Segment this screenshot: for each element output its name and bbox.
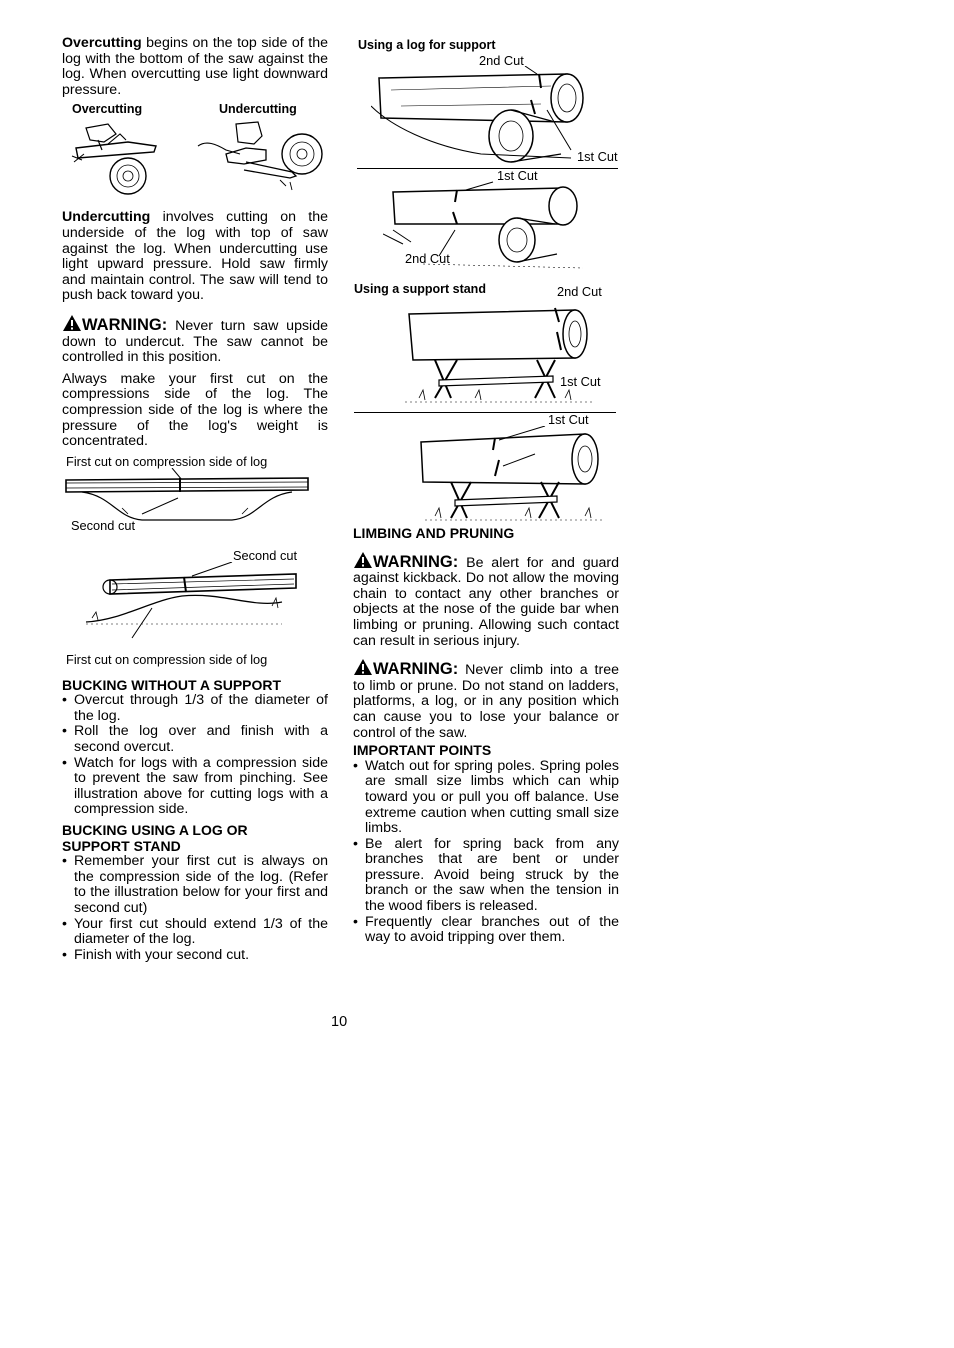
overcutting-term: Overcutting	[62, 35, 142, 51]
warning-label: WARNING:	[82, 315, 168, 334]
list-item: • Watch out for spring poles. Spring poles are small size limbs which can whip toward you or pull you off balance. Use extreme caution when cutting small size limbs.	[353, 759, 619, 837]
fig1-top-label: First cut on compression side of log	[66, 453, 268, 469]
warning-label: WARNING:	[373, 552, 459, 571]
fig2-bottom-label: First cut on compression side of log	[66, 651, 268, 667]
bucking-without-support-list	[62, 693, 328, 818]
stand-support-label: Using a support stand	[354, 282, 486, 296]
cut-label-1st: 1st Cut	[560, 374, 601, 389]
warning-kickback	[353, 551, 619, 650]
limbing-heading: LIMBING AND PRUNING	[353, 525, 515, 541]
list-item: • Finish with your second cut.	[62, 948, 328, 964]
warning-text: Be alert for and guard against kickback. Do not allow the moving chain to contact any other branches or objects at the nose of the guide bar when limbing or pruning. Allowing such contact can result in serious injury.	[353, 554, 619, 649]
list-item: • Roll the log over and finish with a second overcut.	[62, 724, 328, 755]
fig1-bottom-label: Second cut	[71, 517, 136, 533]
cut-label-1st: 1st Cut	[548, 412, 589, 427]
cut-label-2nd: 2nd Cut	[479, 53, 524, 68]
warning-climb	[353, 658, 619, 741]
overcutting-figure-label: Overcutting	[72, 102, 143, 117]
overcutting-paragraph	[62, 36, 328, 98]
fig2-top-label: Second cut	[233, 547, 298, 563]
warning-upside-down	[62, 314, 328, 366]
list-item: • Overcut through 1/3 of the diameter of the log.	[62, 693, 328, 724]
overcutting-illustration	[68, 120, 164, 200]
warning-icon	[353, 658, 373, 676]
warning-icon	[353, 551, 373, 569]
cutting-methods-figure	[62, 102, 328, 210]
bucking-support-heading-line2: SUPPORT STAND	[62, 837, 181, 854]
list-item: • Your first cut should extend 1/3 of the diameter of the log.	[62, 917, 328, 948]
compression-paragraph: Always make your first cut on the compressions side of the log. The compression side of the log is where the pressure of the log's weight is concentrated.	[62, 370, 328, 450]
bucking-support-heading-line1: BUCKING USING A LOG OR	[62, 822, 248, 839]
log-on-log-illustration	[371, 66, 591, 166]
list-item: • Be alert for spring back from any branches that are bent or under pressure. Avoid being struck by the branch or the saw when the tension in the wood fibers is released.	[353, 837, 619, 915]
compression-figure	[62, 452, 328, 676]
undercutting-text: involves cutting on the underside of the log with top of saw against the log. When undercutting use light upward pressure. Hold saw firmly and maintain control. The saw will tend to push back toward you.	[62, 209, 328, 304]
cut-label-1st: 1st Cut	[497, 168, 538, 183]
list-item: • Frequently clear branches out of the way to avoid tripping over them.	[353, 915, 619, 946]
support-cutting-figures	[353, 36, 623, 524]
important-points-heading: IMPORTANT POINTS	[353, 742, 492, 759]
undercutting-term: Undercutting	[62, 209, 151, 226]
cut-label-2nd: 2nd Cut	[405, 251, 450, 266]
undercutting-illustration	[196, 120, 326, 202]
warning-text: Never climb into a tree to limb or prune. Do not stand on ladders, platforms, a log, or in any position which can cause you to lose your balance or control of the saw.	[353, 662, 619, 741]
list-item: • Watch for logs with a compression side to prevent the saw from pinching. See illustration above for cutting logs with a compression side.	[62, 756, 328, 818]
log-support-label: Using a log for support	[358, 38, 496, 52]
bucking-support-heading	[62, 823, 328, 854]
undercutting-figure-label: Undercutting	[219, 102, 297, 117]
warning-text: Never turn saw upside down to undercut. The saw cannot be controlled in this position.	[62, 317, 328, 366]
bucking-support-list	[62, 854, 328, 963]
log-on-stand-alt-illustration	[415, 426, 605, 526]
left-column	[62, 36, 328, 963]
list-item: • Remember your first cut is always on the compression side of the log. (Refer to the illustration below for your first and second cut)	[62, 854, 328, 916]
warning-label: WARNING:	[373, 660, 459, 679]
cut-label-1st: 1st Cut	[577, 149, 618, 164]
log-over-mound-illustration	[82, 562, 302, 642]
cut-label-2nd: 2nd Cut	[557, 284, 602, 299]
warning-icon	[62, 314, 82, 332]
log-on-stand-illustration	[405, 302, 595, 408]
figure-divider	[357, 168, 618, 169]
page-number: 10	[331, 1014, 348, 1030]
bucking-without-support-heading: BUCKING WITHOUT A SUPPORT	[62, 676, 282, 693]
important-points-list	[353, 759, 619, 946]
overcutting-text: begins on the top side of the log with the bottom of the saw against the log. When overcutting use light downward pressure.	[62, 35, 328, 98]
undercutting-paragraph	[62, 210, 328, 304]
right-column	[353, 526, 619, 946]
